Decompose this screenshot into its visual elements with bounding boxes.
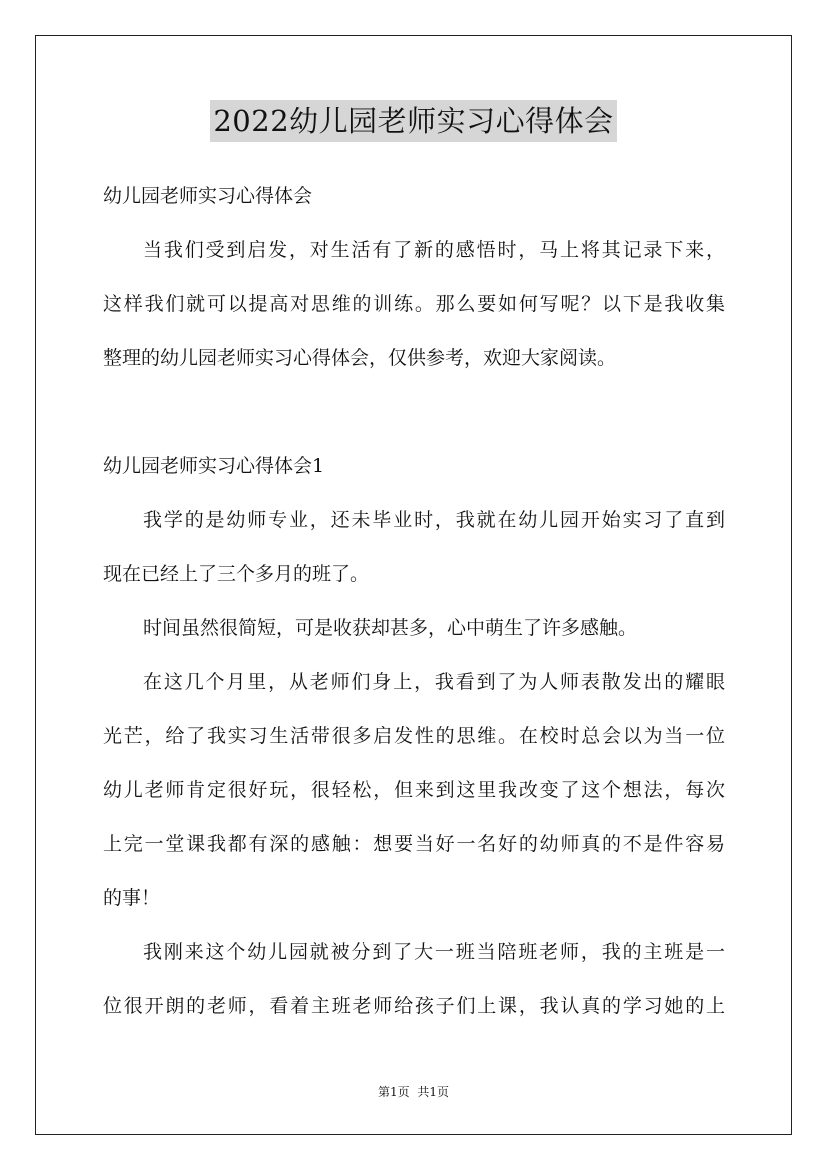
paragraph-line: 我刚来这个幼儿园就被分到了大一班当陪班老师，我的主班是一	[143, 941, 725, 963]
paragraph-line: 现在已经上了三个多月的班了。	[103, 563, 370, 585]
title-container	[0, 100, 827, 142]
paragraph-line: 的事！	[103, 887, 161, 909]
paragraph-line: 幼儿老师肯定很好玩，很轻松，但来到这里我改变了这个想法，每次	[103, 779, 725, 801]
paragraph-line: 在这几个月里，从老师们身上，我看到了为人师表散发出的耀眼	[143, 671, 725, 693]
paragraph-line: 这样我们就可以提高对思维的训练。那么要如何写呢？以下是我收集	[103, 293, 725, 315]
blank-line	[103, 385, 725, 439]
paragraph-line: 我学的是幼师专业，还未毕业时，我就在幼儿园开始实习了直到	[143, 509, 725, 531]
section-heading: 幼儿园老师实习心得体会1	[103, 455, 325, 477]
paragraph-line: 整理的幼儿园老师实习心得体会，仅供参考，欢迎大家阅读。	[103, 347, 617, 369]
document-body	[103, 169, 725, 1033]
paragraph-line: 时间虽然很简短，可是收获却甚多，心中萌生了许多感触。	[143, 617, 638, 639]
section-heading: 幼儿园老师实习心得体会	[103, 185, 313, 207]
document-title: 2022幼儿园老师实习心得体会	[210, 100, 616, 142]
paragraph-line: 上完一堂课我都有深的感触：想要当好一名好的幼师真的不是件容易	[103, 833, 725, 855]
page-number: 第1页 共1页	[377, 1085, 450, 1099]
paragraph-line: 位很开朗的老师，看着主班老师给孩子们上课，我认真的学习她的上	[103, 995, 725, 1017]
paragraph-line: 当我们受到启发，对生活有了新的感悟时，马上将其记录下来，	[143, 239, 725, 261]
page-footer	[0, 1083, 827, 1100]
paragraph-line: 光芒，给了我实习生活带很多启发性的思维。在校时总会以为当一位	[103, 725, 725, 747]
